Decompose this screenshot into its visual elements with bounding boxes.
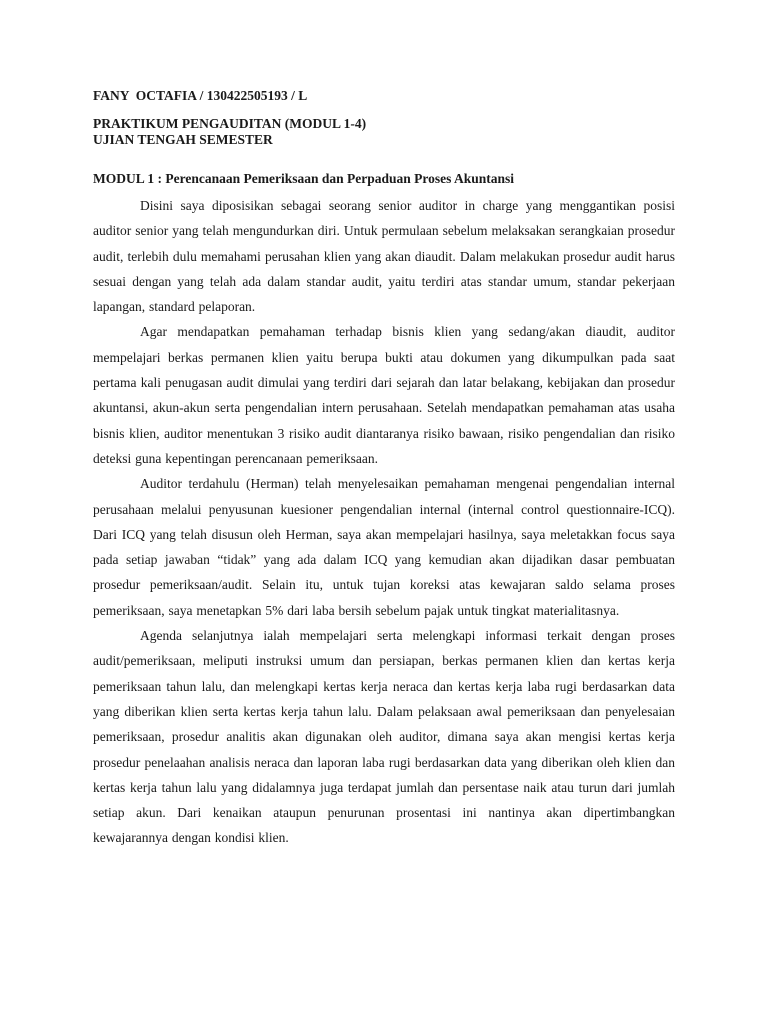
document-header [93,88,693,148]
module-body [93,193,675,851]
paragraph: Agenda selanjutnya ialah mempelajari serta melengkapi informasi terkait dengan proses audit/pemeriksaan, meliputi instruksi umum dan persiapan, berkas permanen klien dan kertas kerja pemeriksaan tahun lalu, dan melengkapi kertas kerja neraca dan kertas kerja laba rugi berdasarkan data yang diberikan klien serta kertas kerja tahun lalu. Dalam pelaksaan awal pemeriksaan dan penyelesaian pemeriksaan, prosedur analitis akan digunakan oleh auditor, dimana saya akan mengisi kertas kerja prosedur penelaahan analisis neraca dan laporan laba rugi berdasarkan data yang diberikan oleh klien dan kertas kerja tahun lalu yang didalamnya juga terdapat jumlah dan persentase naik atau turun dari jumlah setiap akun. Dari kenaikan ataupun penurunan prosentasi ini nantinya akan dipertimbangkan kewajarannya dengan kondisi klien. [93,628,675,846]
author-line: FANY OCTAFIA / 130422505193 / L [93,88,308,103]
paragraph: Auditor terdahulu (Herman) telah menyelesaikan pemahaman mengenai pengendalian internal perusahaan melalui penyusunan kuesioner pengendalian internal (internal control questionnaire-ICQ). Dari ICQ yang telah disusun oleh Herman, saya akan mempelajari hasilnya, saya meletakkan focus saya pada setiap jawaban “tidak” yang ada dalam ICQ yang kemudian akan dijadikan dasar pembuatan prosedur pemeriksaan/audit. Selain itu, untuk tujan koreksi atas kewajaran saldo selama proses pemeriksaan, saya menetapkan 5% dari laba bersih sebelum pajak untuk tingkat materialitasnya. [93,476,675,618]
module-heading: MODUL 1 : Perencanaan Pemeriksaan dan Perpaduan Proses Akuntansi [93,171,515,186]
exam-title: UJIAN TENGAH SEMESTER [93,132,273,147]
course-title: PRAKTIKUM PENGAUDITAN (MODUL 1-4) [93,116,367,131]
paragraph: Disini saya diposisikan sebagai seorang senior auditor in charge yang menggantikan posisi auditor senior yang telah mengundurkan diri. Untuk permulaan sebelum melaksakan serangkaian prosedur audit, terlebih dulu memahami perusahan klien yang akan diaudit. Dalam melakukan prosedur audit harus sesuai dengan yang telah ada dalam standar audit, yaitu terdiri atas standar umum, standar pekerjaan lapangan, standard pelaporan. [93,198,675,315]
paragraph: Agar mendapatkan pemahaman terhadap bisnis klien yang sedang/akan diaudit, auditor mempelajari berkas permanen klien yaitu berupa bukti atau dokumen yang dikumpulkan pada saat pertama kali penugasan audit dimulai yang terdiri dari sejarah dan latar belakang, kebijakan dan prosedur akuntansi, akun-akun serta pengendalian intern perusahaan. Setelah mendapatkan pemahaman atas usaha bisnis klien, auditor menentukan 3 risiko audit diantaranya risiko bawaan, risiko pengendalian dan risiko deteksi guna kepentingan perencanaan pemeriksaan. [93,324,675,466]
header-spacer [93,104,693,116]
